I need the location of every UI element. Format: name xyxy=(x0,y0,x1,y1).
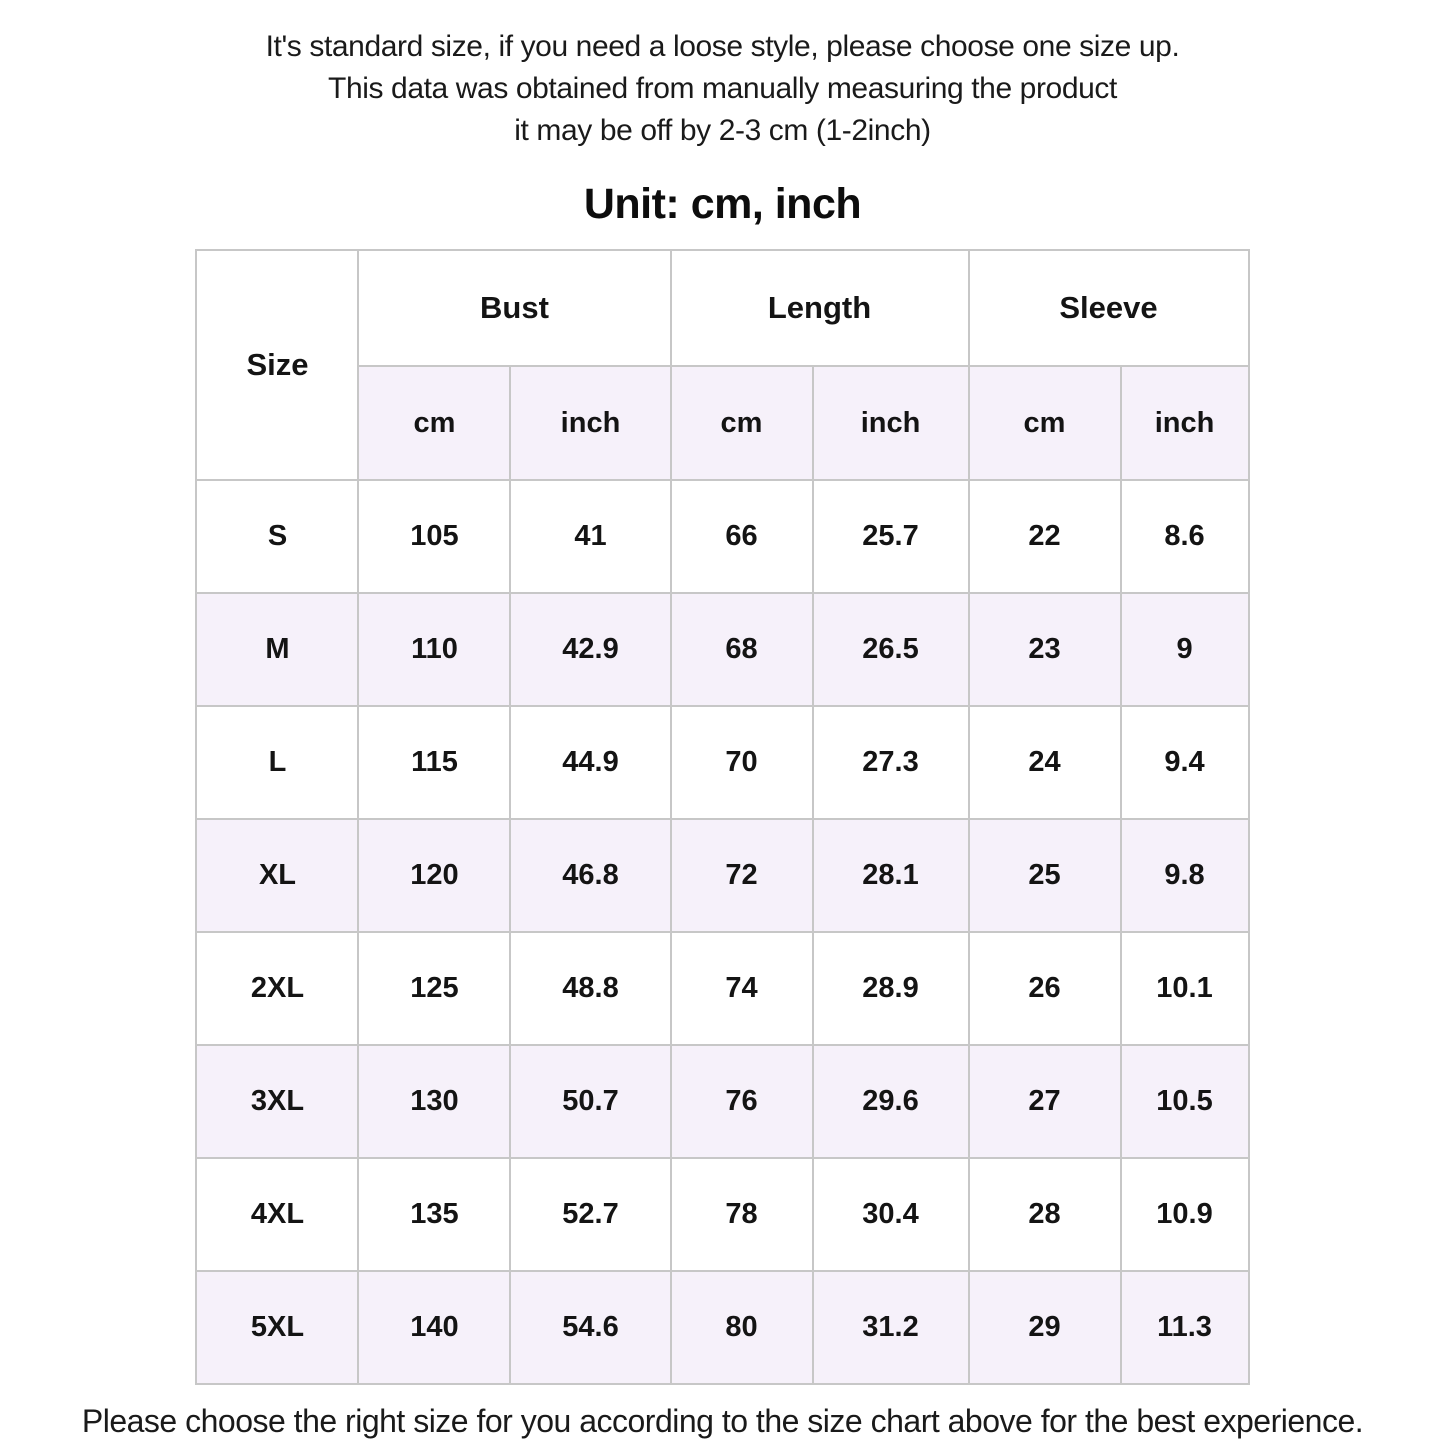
size-cell: L xyxy=(196,706,358,819)
bust-inch-cell: 41 xyxy=(510,480,670,593)
col-header-length: Length xyxy=(671,250,969,366)
sizing-note-line-2: This data was obtained from manually measuring the product xyxy=(328,72,1117,105)
length-cm-cell: 72 xyxy=(671,819,813,932)
bust-cm-cell: 110 xyxy=(358,593,510,706)
table-row-s xyxy=(196,480,1248,593)
subheader-bust-inch: inch xyxy=(510,366,670,480)
size-cell: XL xyxy=(196,819,358,932)
length-cm-cell: 68 xyxy=(671,593,813,706)
bust-cm-cell: 115 xyxy=(358,706,510,819)
length-cm-cell: 76 xyxy=(671,1045,813,1158)
sleeve-inch-cell: 9.4 xyxy=(1121,706,1249,819)
bust-cm-cell: 135 xyxy=(358,1158,510,1271)
length-inch-cell: 26.5 xyxy=(813,593,969,706)
table-row-m xyxy=(196,593,1248,706)
sleeve-inch-cell: 10.1 xyxy=(1121,932,1249,1045)
sleeve-cm-cell: 28 xyxy=(969,1158,1121,1271)
sizing-notes xyxy=(0,0,1445,152)
length-inch-cell: 30.4 xyxy=(813,1158,969,1271)
size-cell: M xyxy=(196,593,358,706)
length-cm-cell: 66 xyxy=(671,480,813,593)
col-header-size: Size xyxy=(196,250,358,480)
unit-title: Unit: cm, inch xyxy=(583,180,862,228)
table-row-xl xyxy=(196,819,1248,932)
bust-cm-cell: 130 xyxy=(358,1045,510,1158)
sleeve-inch-cell: 9.8 xyxy=(1121,819,1249,932)
subheader-sleeve-inch: inch xyxy=(1121,366,1249,480)
sleeve-inch-cell: 9 xyxy=(1121,593,1249,706)
sleeve-inch-cell: 8.6 xyxy=(1121,480,1249,593)
size-table xyxy=(195,249,1249,1385)
size-cell: 4XL xyxy=(196,1158,358,1271)
bust-inch-cell: 46.8 xyxy=(510,819,670,932)
sleeve-cm-cell: 24 xyxy=(969,706,1121,819)
table-row-l xyxy=(196,706,1248,819)
bust-inch-cell: 54.6 xyxy=(510,1271,670,1384)
sleeve-cm-cell: 25 xyxy=(969,819,1121,932)
table-row-3xl xyxy=(196,1045,1248,1158)
length-inch-cell: 28.9 xyxy=(813,932,969,1045)
table-row-4xl xyxy=(196,1158,1248,1271)
length-inch-cell: 28.1 xyxy=(813,819,969,932)
size-cell: 3XL xyxy=(196,1045,358,1158)
size-cell: 2XL xyxy=(196,932,358,1045)
bust-inch-cell: 52.7 xyxy=(510,1158,670,1271)
subheader-length-cm: cm xyxy=(671,366,813,480)
length-inch-cell: 27.3 xyxy=(813,706,969,819)
table-row-5xl xyxy=(196,1271,1248,1384)
length-cm-cell: 78 xyxy=(671,1158,813,1271)
table-row-2xl xyxy=(196,932,1248,1045)
sleeve-inch-cell: 10.9 xyxy=(1121,1158,1249,1271)
footer-note: Please choose the right size for you according to the size chart above for the best experience. xyxy=(81,1403,1364,1439)
bust-inch-cell: 44.9 xyxy=(510,706,670,819)
sleeve-inch-cell: 11.3 xyxy=(1121,1271,1249,1384)
sleeve-cm-cell: 22 xyxy=(969,480,1121,593)
bust-inch-cell: 42.9 xyxy=(510,593,670,706)
sleeve-inch-cell: 10.5 xyxy=(1121,1045,1249,1158)
sleeve-cm-cell: 27 xyxy=(969,1045,1121,1158)
bust-cm-cell: 140 xyxy=(358,1271,510,1384)
col-header-bust: Bust xyxy=(358,250,670,366)
sleeve-cm-cell: 23 xyxy=(969,593,1121,706)
table-group-header-row xyxy=(196,250,1248,366)
col-header-sleeve: Sleeve xyxy=(969,250,1249,366)
bust-inch-cell: 50.7 xyxy=(510,1045,670,1158)
length-inch-cell: 25.7 xyxy=(813,480,969,593)
sleeve-cm-cell: 26 xyxy=(969,932,1121,1045)
bust-cm-cell: 120 xyxy=(358,819,510,932)
size-cell: 5XL xyxy=(196,1271,358,1384)
bust-cm-cell: 125 xyxy=(358,932,510,1045)
sleeve-cm-cell: 29 xyxy=(969,1271,1121,1384)
length-inch-cell: 31.2 xyxy=(813,1271,969,1384)
bust-inch-cell: 48.8 xyxy=(510,932,670,1045)
sizing-note-line-1: It's standard size, if you need a loose style, please choose one size up. xyxy=(265,30,1180,63)
bust-cm-cell: 105 xyxy=(358,480,510,593)
length-cm-cell: 70 xyxy=(671,706,813,819)
subheader-length-inch: inch xyxy=(813,366,969,480)
sizing-note-line-3: it may be off by 2-3 cm (1-2inch) xyxy=(514,114,931,147)
subheader-bust-cm: cm xyxy=(358,366,510,480)
length-cm-cell: 80 xyxy=(671,1271,813,1384)
subheader-sleeve-cm: cm xyxy=(969,366,1121,480)
length-inch-cell: 29.6 xyxy=(813,1045,969,1158)
length-cm-cell: 74 xyxy=(671,932,813,1045)
size-cell: S xyxy=(196,480,358,593)
